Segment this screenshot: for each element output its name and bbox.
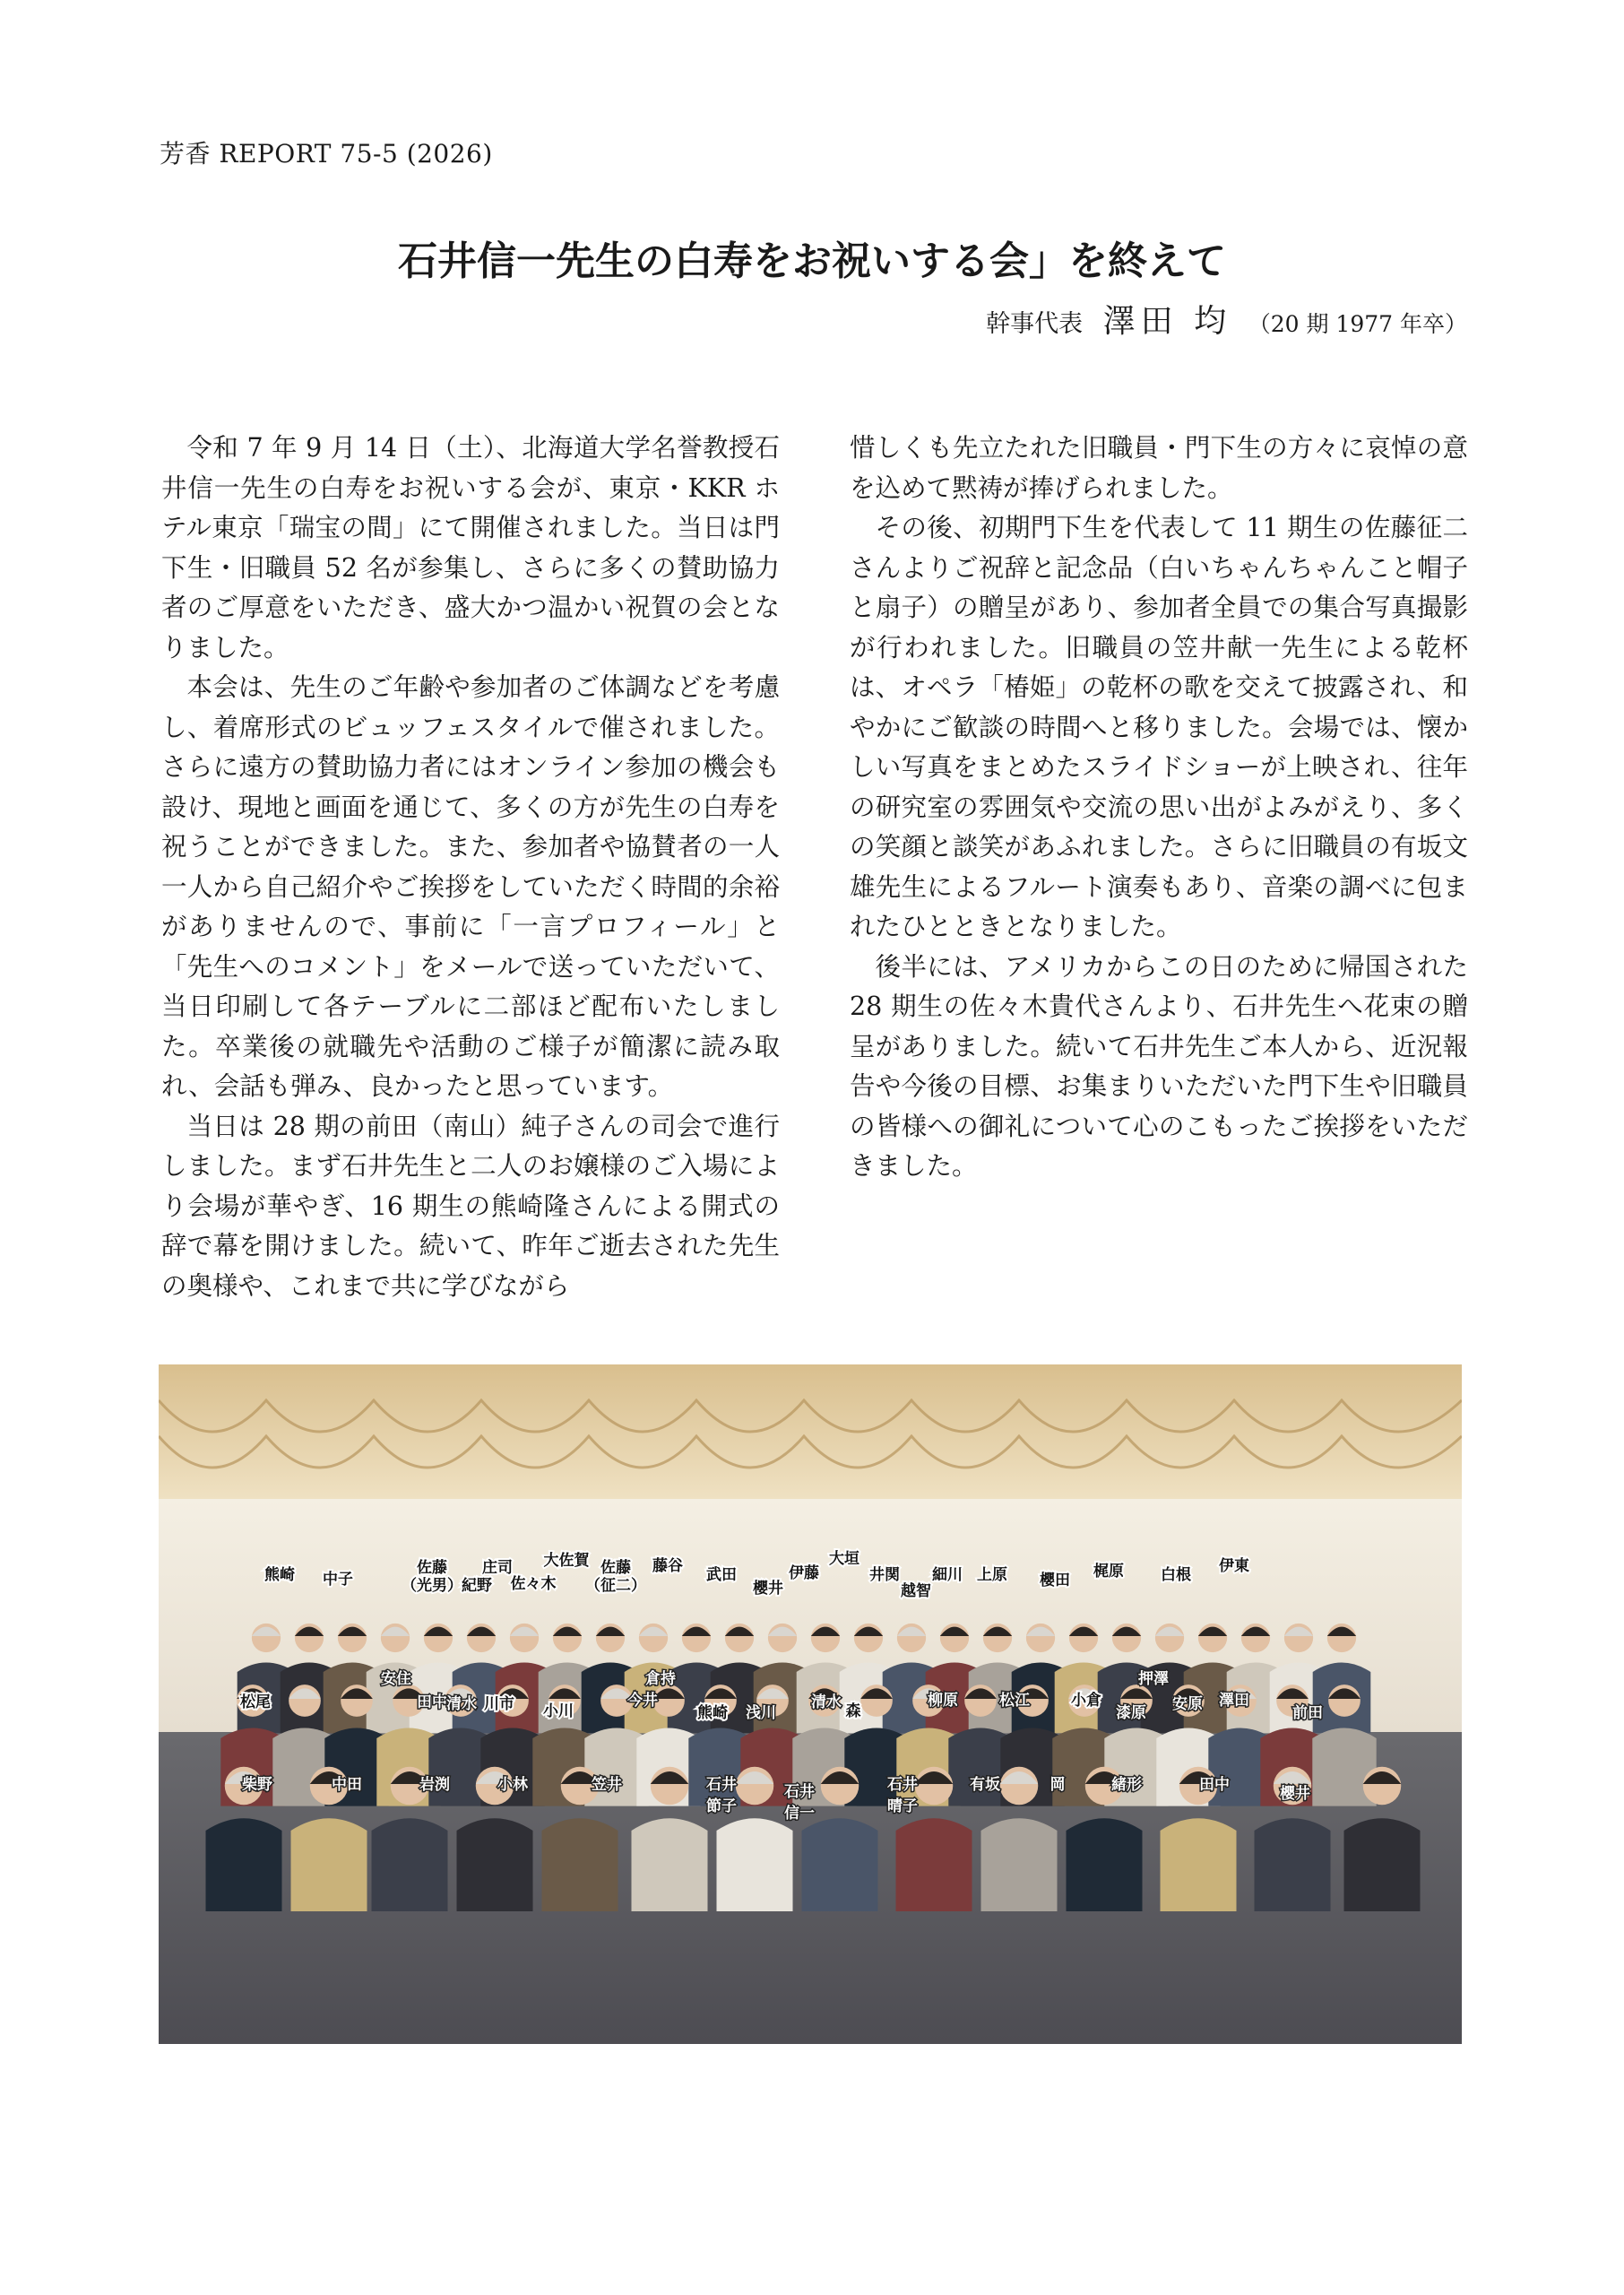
photo-name-label: 石井	[706, 1776, 737, 1794]
photo-name-label: 田中	[417, 1693, 447, 1711]
photo-name-label: 小林	[497, 1776, 528, 1794]
photo-name-label: 松尾	[240, 1693, 271, 1711]
photo-name-label: 清水	[811, 1693, 842, 1711]
photo-name-label: 岩渕	[419, 1776, 450, 1794]
photo-name-label: 武田	[706, 1566, 737, 1584]
photo-name-label: 晴子	[887, 1797, 918, 1815]
photo-name-label: 井関	[869, 1566, 900, 1584]
photo-name-label: 庄司	[482, 1559, 513, 1577]
photo-name-label: 田中	[1199, 1776, 1230, 1794]
photo-name-label: 中子	[323, 1571, 353, 1589]
paragraph-continued: 惜しくも先立たれた旧職員・門下生の方々に哀悼の意を込めて黙祷が捧げられました。	[850, 433, 1468, 503]
photo-name-label: 倉持	[645, 1670, 676, 1688]
photo-name-label: 安原	[1172, 1695, 1203, 1713]
author-meta: （20 期 1977 年卒）	[1248, 311, 1467, 337]
photo-name-label: 安住	[381, 1670, 411, 1688]
photo-name-label: 小川	[543, 1702, 574, 1720]
photo-name-label: 伊藤	[789, 1564, 819, 1582]
photo-name-label: 石井	[784, 1783, 815, 1801]
ceiling-drapery	[159, 1364, 1462, 1499]
paragraph: 令和 7 年 9 月 14 日（土）、北海道大学名誉教授石井信一先生の白寿をお祝いする会が、東京・KKR ホテル東京「瑞宝の間」にて開催されました。当日は門下生・旧職員 52 名が参集し、さらに多くの賛助協力者のご厚意をいただき、盛大かつ温かい祝賀の会となりました。	[161, 433, 780, 663]
photo-name-label: 越智	[901, 1582, 931, 1600]
photo-name-label: 押澤	[1138, 1670, 1169, 1688]
photo-name-label: 櫻田	[1040, 1572, 1070, 1589]
photo-name-label: 信一	[784, 1805, 815, 1823]
paragraph: 当日は 28 期の前田（南山）純子さんの司会で進行しました。まず石井先生と二人のお嬢様のご入場により会場が華やぎ、16 期生の熊崎隆さんによる開式の辞で幕を開けました。続いて、昨年ご逝去された先生の奥様や、これまで共に学びながら	[161, 1111, 780, 1301]
photo-name-label: 笠井	[592, 1776, 622, 1794]
photo-name-label: 佐藤	[600, 1559, 631, 1577]
photo-name-label: 佐々木	[510, 1575, 557, 1593]
photo-name-label: 大垣	[829, 1550, 860, 1568]
photo-name-label: 今井	[627, 1692, 658, 1710]
photo-name-label: 紀野	[462, 1577, 492, 1595]
photo-name-label: 熊崎	[697, 1704, 728, 1722]
photo-name-label: 中田	[332, 1776, 362, 1794]
paragraph: その後、初期門下生を代表して 11 期生の佐藤征二さんよりご祝辞と記念品（白いちゃんちゃんこと帽子と扇子）の贈呈があり、参加者全員での集合写真撮影が行われました。旧職員の笠井献一先生による乾杯は、オペラ「椿姫」の乾杯の歌を交えて披露され、和やかにご歓談の時間へと移りました。会場では、懐かしい写真をまとめたスライドショーが上映され、往年の研究室の雰囲気や交流の思い出がよみがえり、多くの笑顔と談笑があふれました。さらに旧職員の有坂文雄先生によるフルート演奏もあり、音楽の調べに包まれたひとときとなりました。	[850, 513, 1468, 941]
photo-name-label: 浅川	[746, 1704, 776, 1722]
paragraph: 後半には、アメリカからこの日のために帰国された 28 期生の佐々木貴代さんより、石井先生へ花束の贈呈がありました。続いて石井先生ご本人から、近況報告や今後の目標、お集まりいただいた門下生や旧職員の皆様への御礼について心のこもったご挨拶をいただきました。	[850, 951, 1468, 1181]
photo-name-label: 櫻井	[753, 1580, 783, 1598]
body-column-right	[850, 429, 1468, 1187]
photo-name-label: 細川	[932, 1566, 963, 1584]
publication-header: 芳香 REPORT 75-5 (2026)	[160, 139, 493, 169]
photo-name-label: 岡	[1050, 1776, 1066, 1794]
photo-name-label: 柳原	[928, 1692, 958, 1710]
photo-name-label: 森	[845, 1702, 861, 1720]
photo-name-label: 白根	[1161, 1566, 1191, 1584]
group-photo	[159, 1364, 1462, 2044]
photo-name-label: 大佐賀	[543, 1552, 590, 1570]
author-line	[986, 296, 1467, 342]
article-title: 石井信一先生の白寿をお祝いする会」を終えて	[398, 238, 1226, 284]
photo-name-label: 澤田	[1219, 1692, 1249, 1710]
photo-name-label: 小倉	[1071, 1692, 1101, 1710]
photo-name-label: 前田	[1292, 1704, 1323, 1722]
photo-name-label: 川市	[484, 1695, 514, 1713]
photo-name-label: （征二）	[585, 1577, 646, 1595]
author-name: 澤田 均	[1102, 303, 1232, 340]
photo-name-label: 緒形	[1111, 1776, 1142, 1794]
photo-name-label: 藤谷	[652, 1557, 683, 1575]
photo-name-label: 伊東	[1219, 1557, 1249, 1575]
photo-name-label: 上原	[977, 1566, 1007, 1584]
photo-name-label: 清水	[446, 1695, 477, 1713]
photo-name-label: 有坂	[970, 1776, 1000, 1794]
photo-name-label: 石井	[887, 1776, 918, 1794]
photo-name-label: 漆原	[1116, 1704, 1146, 1722]
photo-name-label: 柴野	[242, 1776, 272, 1794]
paragraph: 本会は、先生のご年齢や参加者のご体調などを考慮し、着席形式のビュッフェスタイルで催されました。さらに遠方の賛助協力者にはオンライン参加の機会も設け、現地と画面を通じて、多くの方が先生の白寿を祝うことができました。また、参加者や協賛者の一人一人から自己紹介やご挨拶をしていただく時間的余裕がありませんので、事前に「一言プロフィール」と「先生へのコメント」をメールで送っていただいて、当日印刷して各テーブルに二部ほど配布いたしました。卒業後の就職先や活動のご様子が簡潔に読み取れ、会話も弾み、良かったと思っています。	[161, 672, 780, 1101]
body-column-left	[161, 429, 780, 1306]
photo-name-label: 松江	[999, 1692, 1030, 1710]
group-photo-illustration	[159, 1364, 1462, 2044]
photo-name-label: （光男）	[402, 1577, 462, 1595]
photo-name-label: 梶原	[1093, 1563, 1124, 1581]
photo-name-label: 櫻井	[1280, 1785, 1310, 1803]
photo-name-label: 熊崎	[264, 1566, 295, 1584]
photo-name-label: 佐藤	[417, 1559, 447, 1577]
author-role: 幹事代表	[986, 310, 1084, 338]
photo-name-label: 節子	[706, 1797, 737, 1815]
